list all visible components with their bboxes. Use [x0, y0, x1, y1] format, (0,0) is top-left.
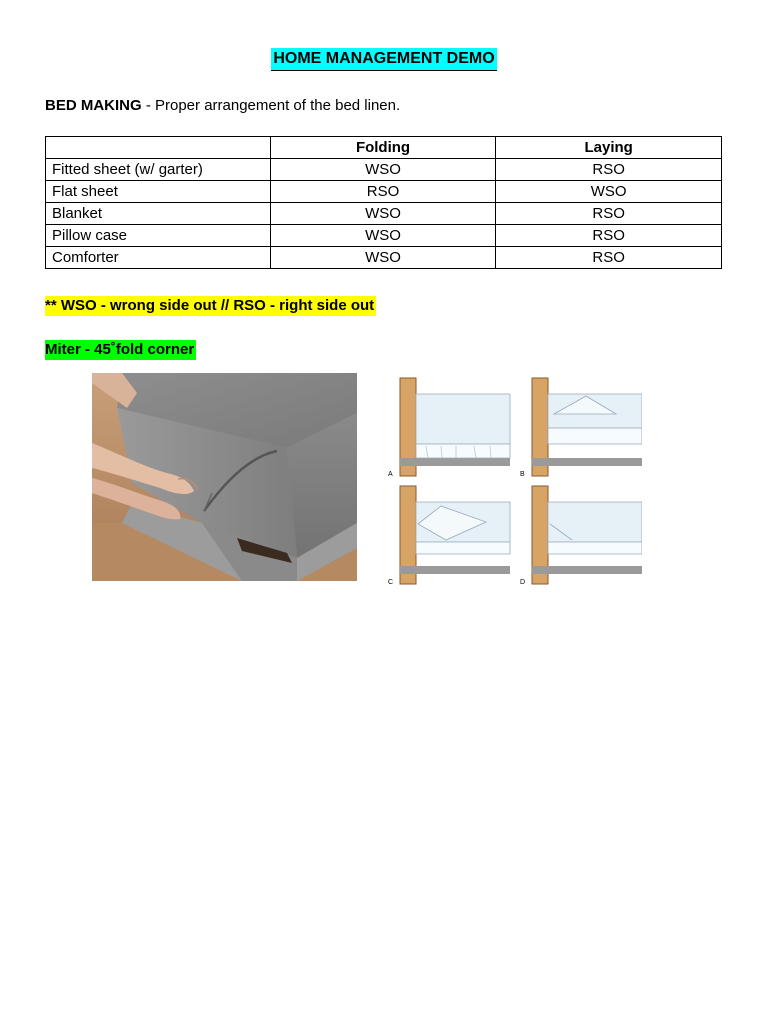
- laying-value: RSO: [496, 225, 722, 247]
- item-name: Fitted sheet (w/ garter): [46, 159, 271, 181]
- folding-value: WSO: [270, 203, 496, 225]
- table-row: [46, 159, 722, 181]
- diagram-panel-b: [520, 378, 642, 478]
- diagram-panel-d: [520, 486, 642, 586]
- folding-value: WSO: [270, 159, 496, 181]
- intro-text: - Proper arrangement of the bed linen.: [141, 97, 401, 114]
- intro-heading: BED MAKING: [45, 97, 142, 114]
- panel-label-c: C: [388, 579, 394, 586]
- panel-label-b: B: [520, 471, 525, 478]
- folding-value: RSO: [270, 181, 496, 203]
- diagram-panel-c: [388, 486, 510, 586]
- title-wrap: [0, 48, 768, 71]
- table-row: [46, 247, 722, 269]
- miter-heading: Miter - 45˚fold corner: [45, 341, 195, 358]
- table-row: [46, 225, 722, 247]
- laying-value: RSO: [496, 247, 722, 269]
- table-row: [46, 203, 722, 225]
- table-row: [46, 181, 722, 203]
- item-name: Pillow case: [46, 225, 271, 247]
- laying-value: RSO: [496, 159, 722, 181]
- panel-label-a: A: [388, 471, 393, 478]
- legend-note: ** WSO - wrong side out // RSO - right side out: [45, 297, 375, 314]
- diagram-panel-a: [388, 378, 510, 478]
- folding-value: WSO: [270, 225, 496, 247]
- intro-line: [45, 96, 400, 116]
- laying-value: WSO: [496, 181, 722, 203]
- item-name: Flat sheet: [46, 181, 271, 203]
- table-header-row: [46, 137, 722, 159]
- bed-linen-table: [45, 136, 722, 269]
- table-header-blank: [46, 137, 271, 159]
- table-header-folding: Folding: [270, 137, 496, 159]
- item-name: Comforter: [46, 247, 271, 269]
- miter-steps-diagram: [386, 374, 642, 586]
- table-header-laying: Laying: [496, 137, 722, 159]
- folding-value: WSO: [270, 247, 496, 269]
- bed-corner-photo: [92, 373, 357, 581]
- laying-value: RSO: [496, 203, 722, 225]
- item-name: Blanket: [46, 203, 271, 225]
- page-title: HOME MANAGEMENT DEMO: [271, 48, 496, 71]
- panel-label-d: D: [520, 579, 526, 586]
